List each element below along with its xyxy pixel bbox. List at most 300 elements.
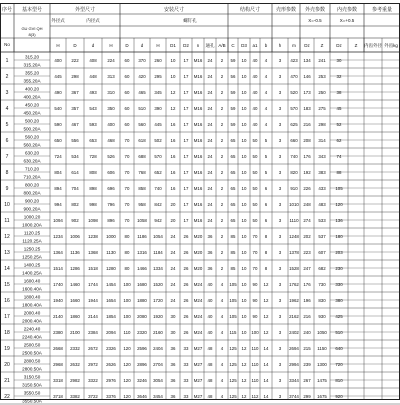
row-value: 6	[264, 202, 268, 207]
row-value: 275	[318, 106, 326, 111]
row-value: 570	[290, 106, 298, 111]
row-number: 7	[5, 154, 9, 160]
row-value: 88	[336, 170, 342, 175]
row-model: 2500.50	[23, 342, 41, 348]
row-value: 52	[336, 122, 342, 127]
row-value: 2100	[70, 330, 80, 335]
row-value: 343	[318, 154, 326, 159]
row-value: 24	[207, 106, 213, 111]
row-value: 445	[154, 122, 162, 127]
row-value: 40	[252, 74, 258, 79]
row-value: 537	[318, 234, 326, 239]
row-value: M16	[193, 58, 203, 63]
row-value: 520	[290, 90, 298, 95]
row-value: 26	[183, 282, 189, 287]
row-value: 180	[335, 234, 343, 239]
row-value: 2	[220, 202, 224, 207]
row-model: 1600.40A	[22, 286, 42, 292]
row-value: 448	[89, 74, 97, 79]
row-number: 9	[5, 186, 9, 192]
row-value: 176	[303, 282, 311, 287]
row-value: 3	[278, 90, 282, 95]
row-value: 17	[183, 138, 189, 143]
row-number: 19	[4, 346, 10, 352]
row-value: 2694	[289, 346, 299, 351]
row-value: 4	[220, 394, 224, 399]
row-value: 24	[207, 186, 213, 191]
row-model: 3550.50A	[22, 398, 42, 404]
row-value: 380	[335, 298, 343, 303]
row-value: 62	[336, 138, 342, 143]
row-value: 1660	[70, 298, 80, 303]
header-symbol: Dz	[336, 43, 342, 48]
row-number: 21	[4, 378, 10, 384]
row-value: 2	[220, 218, 224, 223]
row-value: 3	[278, 74, 282, 79]
row-value: 3	[278, 314, 282, 319]
row-value: M16	[193, 138, 203, 143]
row-value: M16	[193, 90, 203, 95]
row-value: 203	[335, 250, 343, 255]
row-value: 4	[264, 106, 268, 111]
row-value: 247	[303, 266, 311, 271]
row-model: 1000.20A	[22, 222, 42, 228]
row-value: 2	[220, 154, 224, 159]
row-value: 24	[170, 282, 176, 287]
row-value: 50	[252, 154, 258, 159]
row-value: 3	[278, 234, 282, 239]
row-value: 408	[89, 58, 97, 63]
row-value: 420	[138, 74, 146, 79]
row-value: 240	[303, 330, 311, 335]
row-value: 3454	[153, 394, 163, 399]
row-value: M24	[193, 282, 203, 287]
row-value: 33	[183, 346, 189, 351]
row-value: 465	[138, 90, 146, 95]
row-value: M16	[193, 122, 203, 127]
row-value: 60	[124, 106, 130, 111]
row-value: 100	[251, 330, 259, 335]
row-value: 3	[278, 282, 282, 287]
row-value: 1006	[70, 234, 80, 239]
row-value: 215	[303, 346, 311, 351]
row-model: 2800.50	[23, 358, 41, 364]
row-value: 625	[290, 122, 298, 127]
row-value: 10	[241, 170, 247, 175]
row-value: 216	[303, 314, 311, 319]
row-value: 59	[230, 106, 236, 111]
row-value: 226	[303, 186, 311, 191]
row-value: 2402	[289, 330, 299, 335]
row-value: 313	[107, 74, 115, 79]
row-value: 146	[303, 74, 311, 79]
row-value: 607	[318, 250, 326, 255]
row-value: 253	[318, 74, 326, 79]
row-value: 65	[230, 154, 236, 159]
row-value: 400	[54, 58, 62, 63]
row-value: 3	[278, 138, 282, 143]
row-number: 6	[5, 138, 9, 144]
row-value: 10	[241, 138, 247, 143]
row-value: 930	[318, 314, 326, 319]
row-value: 70	[252, 234, 258, 239]
row-model: 1400.25	[23, 262, 41, 268]
row-value: 26	[183, 250, 189, 255]
row-value: 12	[263, 298, 269, 303]
row-model: 1800.40	[23, 294, 41, 300]
header-model-sub: 8(3)	[28, 32, 36, 37]
row-value: 115	[229, 330, 237, 335]
row-value: 2632	[70, 362, 80, 367]
row-value: 45	[336, 106, 342, 111]
row-value: 1186	[137, 234, 147, 239]
row-value: 1528	[289, 266, 299, 271]
row-value: 59	[230, 90, 236, 95]
row-value: 2	[220, 266, 224, 271]
header-symbol: H	[109, 43, 113, 48]
row-value: M16	[193, 202, 203, 207]
row-model: 1800.40A	[22, 302, 42, 308]
row-value: M24	[193, 298, 203, 303]
row-value: 24	[207, 58, 213, 63]
row-value: 910	[290, 186, 298, 191]
row-value: 2	[220, 122, 224, 127]
row-value: 50	[252, 170, 258, 175]
row-value: 640	[335, 346, 343, 351]
row-value: 70	[124, 154, 130, 159]
row-value: 445	[54, 74, 62, 79]
row-value: 2094	[106, 330, 116, 335]
row-value: 1234	[53, 234, 63, 239]
row-value: 1460	[70, 282, 80, 287]
row-value: 2668	[53, 346, 63, 351]
row-number: 12	[4, 234, 10, 240]
row-value: 540	[54, 106, 62, 111]
row-value: 20	[170, 202, 176, 207]
row-value: 36	[207, 266, 213, 271]
row-value: 10	[241, 314, 247, 319]
row-value: M27	[193, 362, 203, 367]
row-value: 543	[89, 106, 97, 111]
row-value: 38	[336, 90, 342, 95]
row-value: 2672	[88, 346, 98, 351]
row-value: 3744	[289, 394, 299, 399]
row-value: 10	[241, 234, 247, 239]
row-value: 26	[183, 298, 189, 303]
row-value: 40	[207, 330, 213, 335]
row-value: 60	[124, 74, 130, 79]
row-value: 330	[335, 282, 343, 287]
row-value: 4	[264, 74, 268, 79]
row-model: 500.20	[24, 118, 40, 124]
row-value: 5	[264, 138, 268, 143]
row-value: 998	[89, 202, 97, 207]
row-value: 4	[264, 58, 268, 63]
row-value: 2994	[289, 362, 299, 367]
row-value: 1238	[88, 234, 98, 239]
row-value: 48	[207, 378, 213, 383]
row-value: 3	[278, 186, 282, 191]
header-shell: 壳形参数	[275, 7, 297, 13]
header-symbol: Dz	[304, 43, 310, 48]
row-value: 298	[318, 122, 326, 127]
row-value: 24	[207, 218, 213, 223]
row-value: M24	[193, 314, 203, 319]
header-symbol: 通孔	[205, 43, 215, 48]
row-value: 24	[207, 154, 213, 159]
row-value: 65	[230, 138, 236, 143]
row-value: 248	[303, 202, 311, 207]
row-value: 534	[71, 154, 79, 159]
row-value: 4	[220, 330, 224, 335]
header-symbol: b	[264, 43, 268, 48]
row-number: 18	[4, 330, 10, 336]
row-model: 2500.50A	[22, 350, 42, 356]
row-value: 804	[54, 170, 62, 175]
row-value: 1058	[137, 218, 147, 223]
row-value: 2972	[88, 362, 98, 367]
row-value: 105	[229, 298, 237, 303]
header-symbol: a1	[252, 43, 258, 48]
row-value: 12	[170, 106, 176, 111]
row-value: 10	[241, 250, 247, 255]
header-model-sub: GU GVI QH	[21, 26, 43, 31]
row-value: 2	[220, 250, 224, 255]
row-value: 120	[123, 394, 131, 399]
row-value: 10	[241, 330, 247, 335]
row-value: 483	[318, 202, 326, 207]
header-outer_left: 外径式	[51, 18, 65, 23]
row-value: 4	[220, 298, 224, 303]
row-value: 24	[207, 138, 213, 143]
row-number: 3	[5, 90, 9, 96]
row-value: M16	[193, 170, 203, 175]
row-model: 710.20A	[23, 174, 41, 180]
row-value: 105	[229, 282, 237, 287]
header-install: 安装尺寸	[163, 7, 185, 13]
row-value: 17	[183, 170, 189, 175]
row-value: 239	[303, 362, 311, 367]
row-value: 40	[252, 106, 258, 111]
row-value: 3	[278, 154, 282, 159]
row-model: 2800.50A	[22, 366, 42, 372]
row-value: 724	[54, 154, 62, 159]
row-value: 400	[107, 122, 115, 127]
header-ref_weight: 参考重量	[371, 7, 393, 13]
row-value: 2144	[88, 314, 98, 319]
row-value: 12	[241, 346, 247, 351]
row-value: 3376	[106, 394, 116, 399]
row-value: 1680	[137, 282, 147, 287]
row-value: 2976	[106, 378, 116, 383]
row-value: M27	[193, 346, 203, 351]
row-value: 10	[241, 186, 247, 191]
row-value: 314	[318, 138, 326, 143]
row-value: 74	[336, 154, 342, 159]
row-value: 267	[303, 378, 311, 383]
row-value: 48	[207, 362, 213, 367]
row-value: 17	[183, 202, 189, 207]
row-value: 10	[241, 58, 247, 63]
row-value: 105	[229, 314, 237, 319]
header-symbol: d	[91, 43, 95, 48]
row-value: 85	[230, 234, 236, 239]
row-value: 24	[207, 122, 213, 127]
row-value: 4	[220, 314, 224, 319]
row-value: 120	[123, 362, 131, 367]
row-value: 40	[252, 122, 258, 127]
row-value: 125	[229, 378, 237, 383]
row-value: M20	[193, 266, 203, 271]
row-value: 796	[107, 202, 115, 207]
row-value: M16	[193, 106, 203, 111]
row-value: 223	[303, 250, 311, 255]
row-model: 400.20A	[23, 94, 41, 100]
row-value: 260	[154, 58, 162, 63]
row-value: 740	[290, 154, 298, 159]
row-value: 36	[170, 378, 176, 383]
row-value: 24	[207, 202, 213, 207]
row-value: 4	[264, 90, 268, 95]
row-value: 24	[170, 234, 176, 239]
row-value: M16	[193, 186, 203, 191]
row-value: 1378	[289, 250, 299, 255]
row-value: 110	[251, 346, 259, 351]
row-value: M24	[193, 330, 203, 335]
row-value: 110	[251, 362, 259, 367]
row-value: 4	[220, 362, 224, 367]
row-value: 40	[207, 298, 213, 303]
row-value: 490	[54, 90, 62, 95]
row-value: 12	[263, 330, 269, 335]
row-value: 1675	[317, 394, 327, 399]
row-value: 2	[220, 138, 224, 143]
row-value: 590	[54, 122, 62, 127]
row-value: 274	[303, 218, 311, 223]
row-value: 958	[138, 202, 146, 207]
row-value: 740	[154, 186, 162, 191]
row-value: 468	[107, 138, 115, 143]
row-model: 1250.25	[23, 246, 41, 252]
row-value: 3722	[88, 394, 98, 399]
header-x1: X=-0.5	[308, 18, 322, 23]
row-value: 4	[220, 378, 224, 383]
row-value: 802	[71, 202, 79, 207]
row-value: 250	[318, 90, 326, 95]
row-value: 70	[124, 202, 130, 207]
row-value: 1248	[289, 234, 299, 239]
row-value: 24	[170, 266, 176, 271]
row-value: 3054	[153, 378, 163, 383]
row-model: 560.20	[24, 134, 40, 140]
row-value: 2	[220, 170, 224, 175]
row-model: 1000.20	[23, 214, 41, 220]
header-symbol: D1	[170, 43, 176, 48]
row-value: 24	[170, 250, 176, 255]
row-value: 1944	[88, 298, 98, 303]
row-number: 13	[4, 250, 10, 256]
row-value: 48	[207, 346, 213, 351]
row-value: 2	[220, 58, 224, 63]
row-value: 80	[124, 234, 130, 239]
row-value: 12	[241, 362, 247, 367]
row-value: 10	[241, 282, 247, 287]
row-value: 10	[241, 218, 247, 223]
row-value: 105	[335, 186, 343, 191]
row-value: 30	[170, 314, 176, 319]
row-value: 3646	[137, 394, 147, 399]
row-value: 70	[124, 138, 130, 143]
header-seq: 序号	[1, 7, 13, 13]
row-value: 423	[290, 58, 298, 63]
row-value: 176	[303, 154, 311, 159]
row-value: 650	[54, 138, 62, 143]
row-value: 6	[264, 186, 268, 191]
row-value: 16	[170, 186, 176, 191]
row-model: 710.20	[24, 166, 40, 172]
row-value: 4	[220, 282, 224, 287]
row-model: 1400.25A	[22, 270, 42, 276]
row-value: 17	[183, 58, 189, 63]
row-value: 3	[278, 122, 282, 127]
row-value: 682	[318, 266, 326, 271]
row-value: 3	[278, 378, 282, 383]
header-symbol: D2	[183, 43, 189, 48]
row-value: 12	[263, 314, 269, 319]
row-value: 80	[124, 266, 130, 271]
row-value: 24	[170, 298, 176, 303]
row-model: 630.20A	[23, 158, 41, 164]
row-model: 1250.25A	[22, 254, 42, 260]
row-value: 894	[54, 186, 62, 191]
row-model: 315.20	[24, 54, 40, 60]
row-value: 30	[170, 330, 176, 335]
row-value: 345	[154, 90, 162, 95]
header-symbol: h	[278, 43, 282, 48]
row-value: 606	[107, 170, 115, 175]
row-value: 40	[207, 282, 213, 287]
row-value: 2404	[153, 346, 163, 351]
header-symbol: 外齿kg	[384, 43, 398, 48]
row-value: 50	[252, 218, 258, 223]
row-value: 216	[303, 122, 311, 127]
row-value: 2626	[106, 362, 116, 367]
row-value: 842	[154, 202, 162, 207]
row-value: 510	[138, 106, 146, 111]
row-number: 8	[5, 170, 9, 176]
row-number: 17	[4, 314, 10, 320]
row-value: 33	[183, 394, 189, 399]
row-value: 10	[241, 298, 247, 303]
row-value: 3322	[88, 378, 98, 383]
row-value: 36	[207, 250, 213, 255]
row-value: 60	[124, 58, 130, 63]
row-value: 1364	[53, 250, 63, 255]
row-value: 1280	[106, 266, 116, 271]
row-value: 70	[124, 218, 130, 223]
header-model: 基本型号	[21, 7, 43, 13]
row-value: 1920	[153, 314, 163, 319]
row-model: 355.20	[24, 70, 40, 76]
row-value: 3344	[289, 378, 299, 383]
row-value: 3	[278, 330, 282, 335]
row-value: 16	[170, 122, 176, 127]
row-value: 17	[183, 154, 189, 159]
row-value: 2982	[70, 378, 80, 383]
row-value: 556	[71, 138, 79, 143]
header-symbol: C	[231, 43, 235, 48]
row-value: 26	[183, 330, 189, 335]
